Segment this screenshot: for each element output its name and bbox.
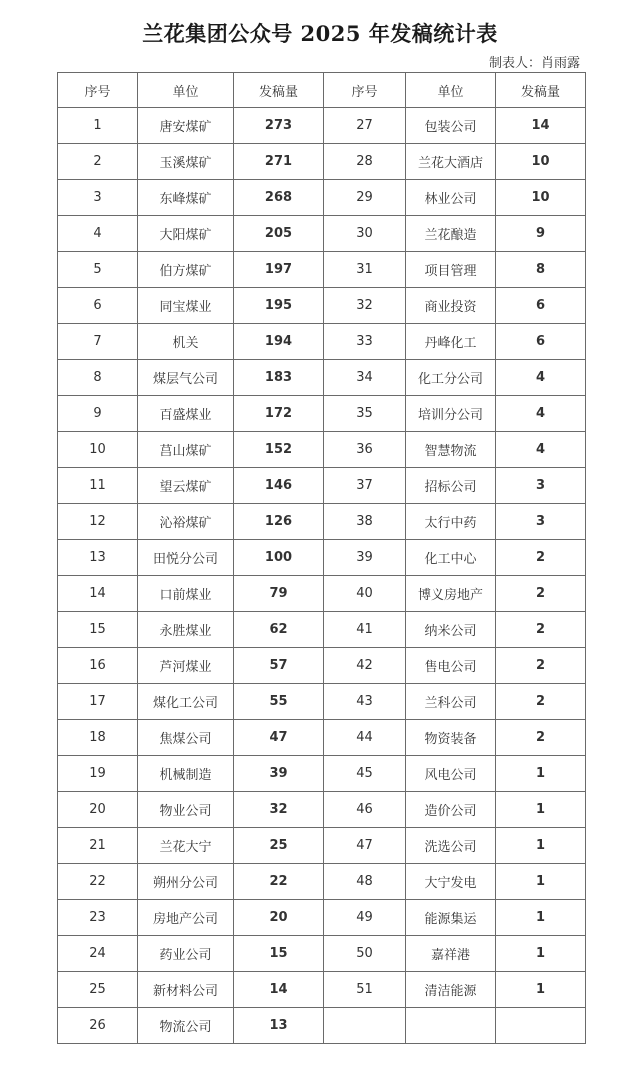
cell-unit-right: 太行中药 [406, 504, 496, 540]
cell-count-right: 1 [496, 756, 586, 792]
table-row [58, 1008, 586, 1044]
table-row [58, 720, 586, 756]
table-row [58, 828, 586, 864]
cell-count-left: 146 [234, 468, 324, 504]
cell-unit-left: 兰花大宁 [138, 828, 234, 864]
cell-unit-left: 大阳煤矿 [138, 216, 234, 252]
cell-seq-left: 11 [58, 468, 138, 504]
cell-unit-left: 煤化工公司 [138, 684, 234, 720]
cell-unit-left: 莒山煤矿 [138, 432, 234, 468]
cell-unit-right: 大宁发电 [406, 864, 496, 900]
cell-unit-left: 物流公司 [138, 1008, 234, 1044]
cell-unit-right [406, 1008, 496, 1044]
cell-unit-right: 培训分公司 [406, 396, 496, 432]
cell-unit-left: 机械制造 [138, 756, 234, 792]
cell-unit-right: 博义房地产 [406, 576, 496, 612]
cell-count-right: 2 [496, 576, 586, 612]
cell-seq-right: 37 [324, 468, 406, 504]
cell-seq-left: 9 [58, 396, 138, 432]
cell-seq-right: 28 [324, 144, 406, 180]
cell-seq-left: 25 [58, 972, 138, 1008]
cell-seq-right [324, 1008, 406, 1044]
header-unit-right: 单位 [406, 73, 496, 108]
document-title: 兰花集团公众号 2025 年发稿统计表 [142, 21, 498, 46]
cell-unit-left: 伯方煤矿 [138, 252, 234, 288]
table-row [58, 612, 586, 648]
cell-count-right: 3 [496, 504, 586, 540]
cell-unit-left: 房地产公司 [138, 900, 234, 936]
cell-seq-right: 34 [324, 360, 406, 396]
table-row [58, 756, 586, 792]
cell-seq-right: 32 [324, 288, 406, 324]
cell-seq-right: 49 [324, 900, 406, 936]
cell-count-left: 13 [234, 1008, 324, 1044]
cell-count-right: 4 [496, 396, 586, 432]
cell-count-right: 1 [496, 828, 586, 864]
table-row [58, 648, 586, 684]
cell-count-right: 3 [496, 468, 586, 504]
cell-unit-right: 兰花大酒店 [406, 144, 496, 180]
cell-unit-right: 兰花酿造 [406, 216, 496, 252]
cell-count-left: 62 [234, 612, 324, 648]
cell-count-left: 55 [234, 684, 324, 720]
cell-seq-left: 24 [58, 936, 138, 972]
table-row [58, 540, 586, 576]
table-row [58, 108, 586, 144]
table-row [58, 216, 586, 252]
cell-seq-left: 5 [58, 252, 138, 288]
cell-unit-right: 丹峰化工 [406, 324, 496, 360]
cell-unit-right: 造价公司 [406, 792, 496, 828]
cell-unit-right: 物资装备 [406, 720, 496, 756]
cell-count-right: 1 [496, 864, 586, 900]
cell-seq-left: 22 [58, 864, 138, 900]
header-count-right: 发稿量 [496, 73, 586, 108]
cell-count-left: 152 [234, 432, 324, 468]
table-row [58, 468, 586, 504]
cell-count-right: 10 [496, 144, 586, 180]
cell-count-right: 1 [496, 900, 586, 936]
cell-count-right: 6 [496, 288, 586, 324]
cell-count-left: 183 [234, 360, 324, 396]
cell-count-left: 100 [234, 540, 324, 576]
cell-unit-left: 永胜煤业 [138, 612, 234, 648]
cell-count-left: 20 [234, 900, 324, 936]
cell-seq-right: 39 [324, 540, 406, 576]
cell-unit-left: 百盛煤业 [138, 396, 234, 432]
cell-unit-right: 洗选公司 [406, 828, 496, 864]
cell-count-right: 8 [496, 252, 586, 288]
cell-seq-right: 41 [324, 612, 406, 648]
cell-seq-left: 12 [58, 504, 138, 540]
cell-seq-left: 6 [58, 288, 138, 324]
cell-seq-left: 8 [58, 360, 138, 396]
cell-count-left: 14 [234, 972, 324, 1008]
cell-seq-right: 46 [324, 792, 406, 828]
cell-count-right: 4 [496, 432, 586, 468]
cell-unit-left: 药业公司 [138, 936, 234, 972]
cell-count-left: 47 [234, 720, 324, 756]
table-row [58, 864, 586, 900]
cell-unit-left: 物业公司 [138, 792, 234, 828]
cell-seq-left: 26 [58, 1008, 138, 1044]
cell-unit-right: 林业公司 [406, 180, 496, 216]
cell-unit-right: 招标公司 [406, 468, 496, 504]
header-row [58, 73, 586, 108]
cell-seq-left: 16 [58, 648, 138, 684]
cell-count-right: 2 [496, 612, 586, 648]
cell-seq-right: 35 [324, 396, 406, 432]
cell-count-left: 273 [234, 108, 324, 144]
cell-unit-right: 化工分公司 [406, 360, 496, 396]
cell-seq-right: 44 [324, 720, 406, 756]
cell-count-right: 2 [496, 648, 586, 684]
cell-seq-right: 48 [324, 864, 406, 900]
cell-count-left: 39 [234, 756, 324, 792]
cell-seq-right: 36 [324, 432, 406, 468]
cell-unit-right: 智慧物流 [406, 432, 496, 468]
table-row [58, 252, 586, 288]
table-row [58, 396, 586, 432]
cell-unit-right: 清洁能源 [406, 972, 496, 1008]
table-maker-label: 制表人：肖雨露 [488, 56, 580, 71]
table-row [58, 324, 586, 360]
cell-count-right: 14 [496, 108, 586, 144]
cell-unit-left: 望云煤矿 [138, 468, 234, 504]
cell-unit-left: 田悦分公司 [138, 540, 234, 576]
cell-seq-left: 10 [58, 432, 138, 468]
table-row [58, 288, 586, 324]
cell-seq-left: 13 [58, 540, 138, 576]
cell-unit-right: 化工中心 [406, 540, 496, 576]
cell-unit-left: 唐安煤矿 [138, 108, 234, 144]
cell-count-left: 25 [234, 828, 324, 864]
cell-unit-right: 风电公司 [406, 756, 496, 792]
table-row [58, 900, 586, 936]
cell-count-right [496, 1008, 586, 1044]
cell-unit-right: 兰科公司 [406, 684, 496, 720]
cell-unit-left: 机关 [138, 324, 234, 360]
cell-unit-right: 项目管理 [406, 252, 496, 288]
cell-count-left: 22 [234, 864, 324, 900]
cell-seq-right: 47 [324, 828, 406, 864]
table-row [58, 576, 586, 612]
cell-seq-left: 19 [58, 756, 138, 792]
cell-unit-left: 同宝煤业 [138, 288, 234, 324]
cell-count-right: 10 [496, 180, 586, 216]
cell-count-right: 1 [496, 936, 586, 972]
table-row [58, 936, 586, 972]
cell-seq-right: 29 [324, 180, 406, 216]
cell-seq-right: 27 [324, 108, 406, 144]
cell-seq-left: 15 [58, 612, 138, 648]
cell-count-left: 197 [234, 252, 324, 288]
cell-seq-left: 2 [58, 144, 138, 180]
cell-unit-left: 焦煤公司 [138, 720, 234, 756]
header-unit-left: 单位 [138, 73, 234, 108]
cell-count-left: 172 [234, 396, 324, 432]
table-row [58, 144, 586, 180]
cell-count-right: 4 [496, 360, 586, 396]
table-row [58, 432, 586, 468]
cell-unit-left: 新材料公司 [138, 972, 234, 1008]
cell-seq-left: 21 [58, 828, 138, 864]
cell-count-left: 79 [234, 576, 324, 612]
cell-count-left: 194 [234, 324, 324, 360]
cell-seq-left: 4 [58, 216, 138, 252]
table-body [58, 108, 586, 1044]
cell-seq-left: 18 [58, 720, 138, 756]
cell-unit-right: 纳米公司 [406, 612, 496, 648]
cell-seq-left: 23 [58, 900, 138, 936]
cell-count-left: 271 [234, 144, 324, 180]
cell-count-right: 2 [496, 540, 586, 576]
header-seq-left: 序号 [58, 73, 138, 108]
cell-seq-right: 40 [324, 576, 406, 612]
table-header [58, 73, 586, 108]
header-seq-right: 序号 [324, 73, 406, 108]
cell-seq-right: 51 [324, 972, 406, 1008]
cell-count-right: 6 [496, 324, 586, 360]
cell-unit-left: 沁裕煤矿 [138, 504, 234, 540]
table-row [58, 684, 586, 720]
cell-seq-right: 50 [324, 936, 406, 972]
cell-seq-right: 30 [324, 216, 406, 252]
header-count-left: 发稿量 [234, 73, 324, 108]
submission-statistics-table [57, 72, 586, 1044]
cell-seq-right: 38 [324, 504, 406, 540]
cell-unit-right: 能源集运 [406, 900, 496, 936]
cell-count-left: 15 [234, 936, 324, 972]
cell-seq-right: 45 [324, 756, 406, 792]
cell-count-right: 2 [496, 720, 586, 756]
cell-unit-right: 商业投资 [406, 288, 496, 324]
cell-seq-left: 1 [58, 108, 138, 144]
cell-unit-right: 包装公司 [406, 108, 496, 144]
table-row [58, 360, 586, 396]
cell-seq-right: 42 [324, 648, 406, 684]
cell-count-right: 9 [496, 216, 586, 252]
cell-seq-right: 31 [324, 252, 406, 288]
cell-unit-left: 煤层气公司 [138, 360, 234, 396]
cell-unit-left: 口前煤业 [138, 576, 234, 612]
cell-count-right: 1 [496, 972, 586, 1008]
table-row [58, 180, 586, 216]
cell-unit-left: 朔州分公司 [138, 864, 234, 900]
cell-count-left: 195 [234, 288, 324, 324]
cell-seq-right: 33 [324, 324, 406, 360]
table-row [58, 792, 586, 828]
cell-count-left: 57 [234, 648, 324, 684]
cell-seq-right: 43 [324, 684, 406, 720]
cell-unit-left: 芦河煤业 [138, 648, 234, 684]
cell-seq-left: 7 [58, 324, 138, 360]
cell-unit-left: 东峰煤矿 [138, 180, 234, 216]
cell-count-left: 268 [234, 180, 324, 216]
cell-seq-left: 17 [58, 684, 138, 720]
cell-seq-left: 3 [58, 180, 138, 216]
cell-count-right: 2 [496, 684, 586, 720]
cell-unit-left: 玉溪煤矿 [138, 144, 234, 180]
cell-seq-left: 20 [58, 792, 138, 828]
cell-count-right: 1 [496, 792, 586, 828]
cell-unit-right: 嘉祥港 [406, 936, 496, 972]
table-row [58, 504, 586, 540]
cell-seq-left: 14 [58, 576, 138, 612]
cell-unit-right: 售电公司 [406, 648, 496, 684]
table-row [58, 972, 586, 1008]
cell-count-left: 126 [234, 504, 324, 540]
cell-count-left: 32 [234, 792, 324, 828]
cell-count-left: 205 [234, 216, 324, 252]
